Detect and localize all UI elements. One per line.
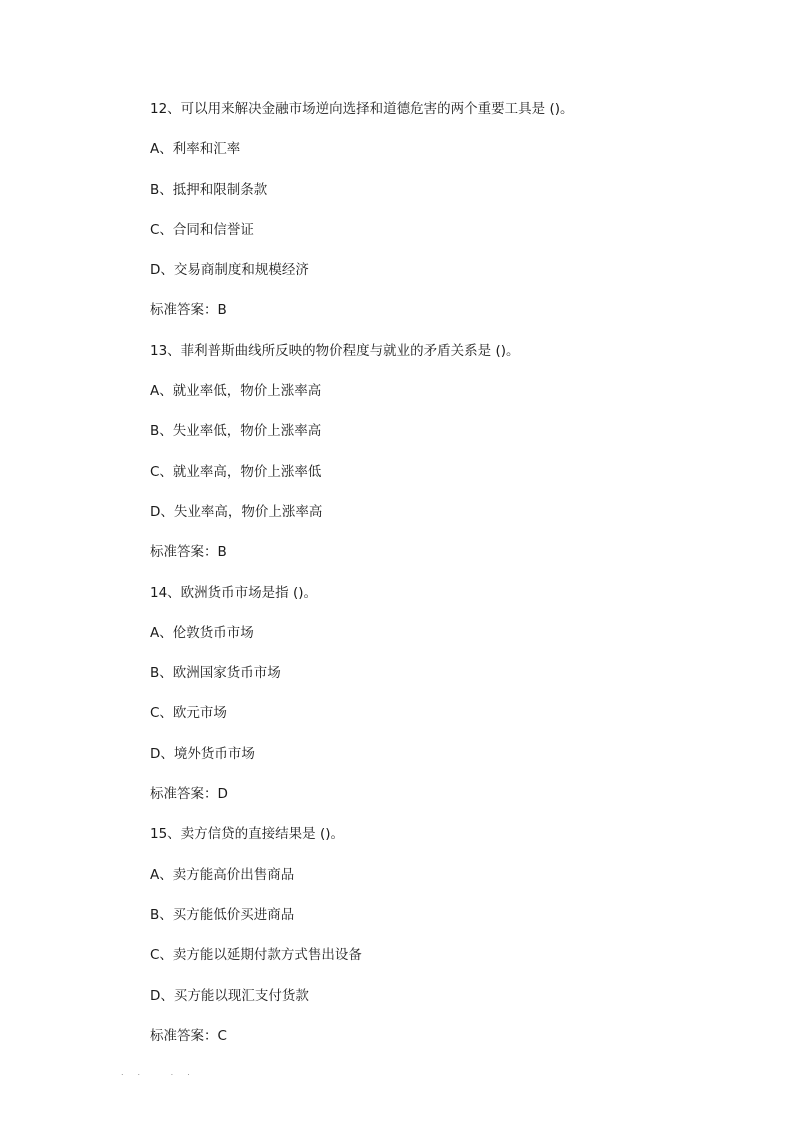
option-d: D、境外货币市场 bbox=[150, 745, 255, 762]
question-stem: 14、欧洲货币市场是指 ()。 bbox=[150, 584, 318, 601]
option-b: B、欧洲国家货币市场 bbox=[150, 665, 281, 682]
option-b: B、抵押和限制条款 bbox=[150, 181, 268, 198]
question-block-15 bbox=[150, 823, 750, 1065]
standard-answer: 标准答案：C bbox=[150, 1027, 227, 1044]
option-b: B、失业率低，物价上涨率高 bbox=[150, 423, 322, 440]
footer-marks: .. .. bbox=[121, 1068, 204, 1077]
option-c: C、就业率高，物价上涨率低 bbox=[150, 463, 322, 480]
option-d: D、买方能以现汇支付货款 bbox=[150, 987, 309, 1004]
option-d: D、失业率高，物价上涨率高 bbox=[150, 503, 323, 520]
question-stem: 15、卖方信贷的直接结果是 ()。 bbox=[150, 826, 345, 843]
question-stem: 12、可以用来解决金融市场逆向选择和道德危害的两个重要工具是 ()。 bbox=[150, 101, 574, 117]
option-a: A、利率和汇率 bbox=[150, 141, 241, 158]
question-block-12 bbox=[150, 98, 750, 340]
option-b: B、买方能低价买进商品 bbox=[150, 906, 295, 923]
standard-answer: 标准答案：D bbox=[150, 786, 228, 803]
option-c: C、欧元市场 bbox=[150, 705, 227, 722]
option-c: C、卖方能以延期付款方式售出设备 bbox=[150, 947, 362, 964]
question-block-14 bbox=[150, 582, 750, 824]
standard-answer: 标准答案：B bbox=[150, 544, 227, 561]
option-a: A、就业率低，物价上涨率高 bbox=[150, 383, 322, 400]
option-a: A、伦敦货币市场 bbox=[150, 624, 254, 641]
standard-answer: 标准答案：B bbox=[150, 302, 227, 319]
option-a: A、卖方能高价出售商品 bbox=[150, 866, 295, 883]
option-c: C、合同和信誉证 bbox=[150, 221, 254, 238]
option-d: D、交易商制度和规模经济 bbox=[150, 262, 309, 279]
question-list bbox=[150, 98, 750, 1065]
question-stem: 13、菲利普斯曲线所反映的物价程度与就业的矛盾关系是 ()。 bbox=[150, 342, 520, 359]
question-block-13 bbox=[150, 340, 750, 582]
